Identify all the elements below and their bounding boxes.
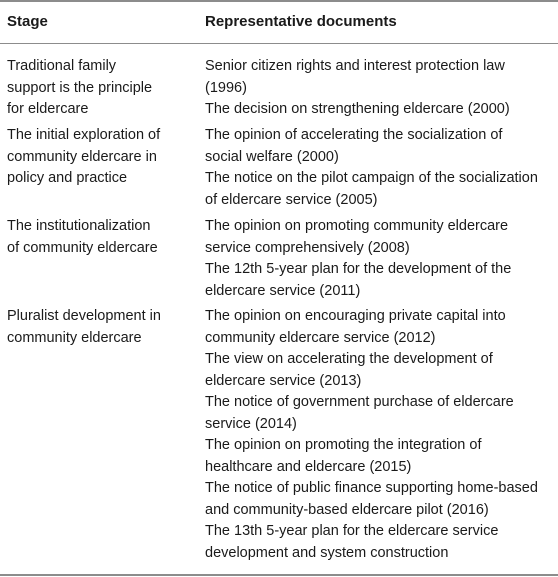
column-header-documents: Representative documents [205, 13, 397, 30]
row-4-documents: The opinion on encouraging private capital into community eldercare service (2012) The view on accelerating the development of eldercare service (2013) The notice of government purchase of eldercare service (2014) The opinion on promoting the integration of healthcare and eldercare (2015) The notice of public finance supporting home-based and community-based eldercare pilot (2016) The 13th 5-year plan for the eldercare service development and system construction [205, 308, 538, 561]
row-2-stage: The initial exploration of community eldercare in policy and practice [7, 127, 161, 186]
row-2-documents: The opinion of accelerating the socialization of social welfare (2000) The notice on the pilot campaign of the socialization of eldercare service (2005) [205, 127, 538, 208]
row-3-documents: The opinion on promoting community eldercare service comprehensively (2008) The 12th 5-year plan for the development of the eldercare service (2011) [205, 218, 512, 299]
row-1-documents: Senior citizen rights and interest protection law (1996) The decision on strengthening eldercare (2000) [205, 58, 510, 117]
column-header-stage: Stage [7, 13, 48, 30]
row-1-stage: Traditional family support is the principle for eldercare [7, 58, 153, 117]
row-3-stage: The institutionalization of community eldercare [7, 218, 158, 256]
table-bottom-rule [0, 574, 558, 576]
table-top-rule [0, 0, 558, 2]
row-4-stage: Pluralist development in community eldercare [7, 308, 161, 346]
table-header-rule [0, 43, 558, 44]
